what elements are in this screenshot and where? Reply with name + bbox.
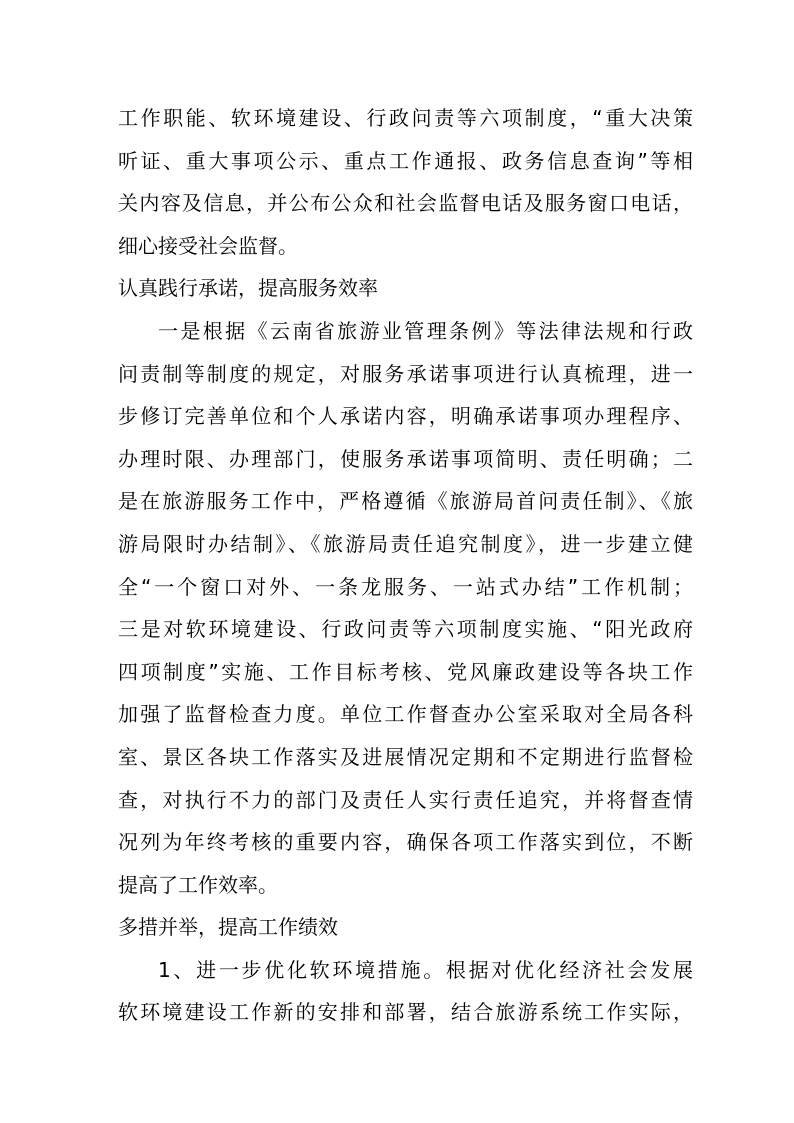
paragraph-line: 查，对执行不力的部门及责任人实行责任追究，并将督查情 <box>118 787 693 812</box>
paragraph-line-last: 细心接受社会监督。 <box>118 233 298 258</box>
section-heading-performance: 多措并举，提高工作绩效 <box>118 915 338 940</box>
paragraph-line: 听证、重大事项公示、重点工作通报、政务信息查询”等相 <box>118 148 693 173</box>
paragraph-line: 游局限时办结制》、《旅游局责任追究制度》，进一步建立健 <box>118 531 693 556</box>
paragraph-line: 是在旅游服务工作中，严格遵循《旅游局首问责任制》、《旅 <box>118 489 693 514</box>
paragraph-line: 室、景区各块工作落实及进展情况定期和不定期进行监督检 <box>118 744 693 769</box>
paragraph-line: 况列为年终考核的重要内容，确保各项工作落实到位，不断 <box>118 830 693 855</box>
paragraph-line-first: 1、进一步优化软环境措施。根据对优化经济社会发展 <box>158 957 693 982</box>
paragraph-line: 步修订完善单位和个人承诺内容，明确承诺事项办理程序、 <box>118 404 693 429</box>
paragraph-line: 全“一个窗口对外、一条龙服务、一站式办结”工作机制； <box>118 574 693 599</box>
paragraph-line-first: 一是根据《云南省旅游业管理条例》等法律法规和行政 <box>158 318 693 343</box>
section-heading-commitment: 认真践行承诺，提高服务效率 <box>118 276 378 301</box>
paragraph-line: 工作职能、软环境建设、行政问责等六项制度，“重大决策 <box>118 106 693 130</box>
paragraph-line: 问责制等制度的规定，对服务承诺事项进行认真梳理，进一 <box>118 361 693 386</box>
paragraph-line: 四项制度”实施、工作目标考核、党风廉政建设等各块工作 <box>118 659 693 684</box>
paragraph-line: 三是对软环境建设、行政问责等六项制度实施、“阳光政府 <box>118 617 693 642</box>
paragraph-line: 办理时限、办理部门，使服务承诺事项简明、责任明确；二 <box>118 446 693 471</box>
paragraph-line-last: 提高了工作效率。 <box>118 872 278 897</box>
document-body <box>118 97 693 1034</box>
paragraph-line: 软环境建设工作新的安排和部署，结合旅游系统工作实际， <box>118 1000 693 1025</box>
paragraph-line: 加强了监督检查力度。单位工作督查办公室采取对全局各科 <box>118 702 693 727</box>
paragraph-line: 关内容及信息，并公布公众和社会监督电话及服务窗口电话， <box>118 191 693 216</box>
